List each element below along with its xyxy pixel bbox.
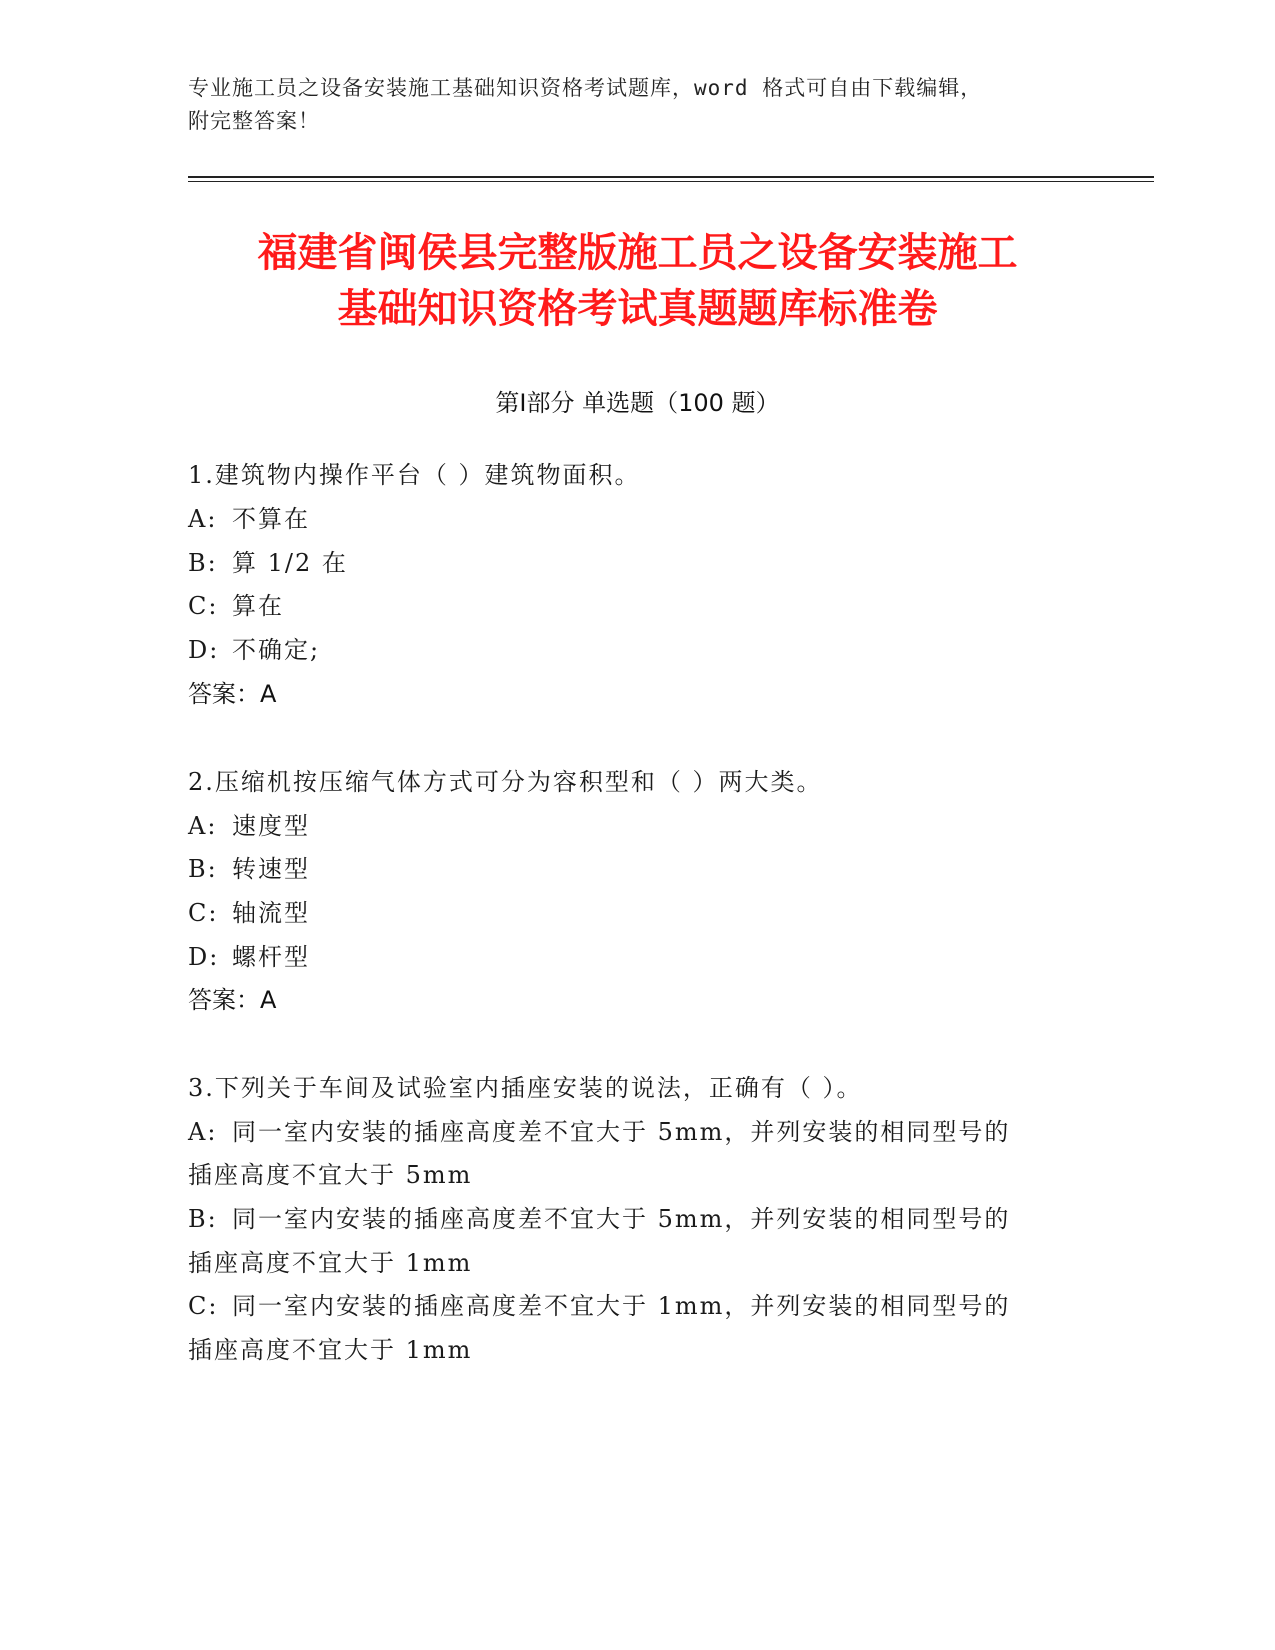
question-2-option-a (188, 809, 310, 843)
option-label: A: (188, 1118, 218, 1146)
option-text: 不确定; (232, 636, 321, 664)
question-2-option-c (188, 896, 310, 930)
header-note-line-1: 专业施工员之设备安装施工基础知识资格考试题库，word 格式可自由下载编辑， (188, 76, 983, 100)
question-3-option-b-continued: 插座高度不宜大于 1mm (188, 1249, 473, 1277)
question-3-option-c-continued: 插座高度不宜大于 1mm (188, 1336, 473, 1364)
option-label: B: (188, 855, 218, 883)
option-text: 算 1/2 在 (232, 549, 348, 577)
option-text: 轴流型 (232, 899, 310, 927)
section-heading: 第Ⅰ部分 单选题（100 题） (495, 389, 780, 417)
option-label: C: (188, 1292, 219, 1320)
header-rule-thin (188, 181, 1154, 182)
question-1-option-d (188, 633, 320, 667)
question-2-option-d (188, 940, 310, 974)
option-text: 不算在 (232, 505, 310, 533)
question-3-option-c (188, 1289, 1010, 1323)
option-text: 同一室内安装的插座高度差不宜大于 5mm，并列安装的相同型号的 (232, 1205, 1011, 1233)
option-text: 同一室内安装的插座高度差不宜大于 1mm，并列安装的相同型号的 (232, 1292, 1011, 1320)
option-text: 算在 (232, 592, 284, 620)
question-1-stem: 1.建筑物内操作平台（ ）建筑物面积。 (188, 461, 641, 489)
option-text: 同一室内安装的插座高度差不宜大于 5mm，并列安装的相同型号的 (232, 1118, 1011, 1146)
question-3-option-a-continued: 插座高度不宜大于 5mm (188, 1161, 473, 1189)
question-1-option-b (188, 546, 348, 580)
question-3-option-a (188, 1115, 1010, 1149)
question-1-option-c (188, 589, 284, 623)
option-label: A: (188, 505, 218, 533)
option-text: 转速型 (232, 855, 310, 883)
option-label: D: (188, 636, 220, 664)
document-title-line-2: 基础知识资格考试真题题库标准卷 (337, 286, 938, 332)
question-1-answer: 答案：A (188, 680, 277, 708)
document-title-line-1: 福建省闽侯县完整版施工员之设备安装施工 (257, 230, 1018, 276)
question-2-answer: 答案：A (188, 986, 277, 1014)
option-text: 螺杆型 (232, 943, 310, 971)
header-note-line-2: 附完整答案！ (188, 109, 320, 133)
header-note (188, 72, 1068, 138)
question-1-option-a (188, 502, 310, 536)
option-label: B: (188, 549, 218, 577)
question-3-stem: 3.下列关于车间及试验室内插座安装的说法，正确有（ ）。 (188, 1074, 863, 1102)
option-label: B: (188, 1205, 218, 1233)
option-label: A: (188, 812, 218, 840)
option-label: C: (188, 592, 219, 620)
option-label: D: (188, 943, 220, 971)
question-2-stem: 2.压缩机按压缩气体方式可分为容积型和（ ）两大类。 (188, 768, 823, 796)
document-title (150, 225, 1125, 337)
question-3-option-b (188, 1202, 1010, 1236)
option-text: 速度型 (232, 812, 310, 840)
header-rule-thick (188, 176, 1154, 178)
option-label: C: (188, 899, 219, 927)
question-2-option-b (188, 852, 310, 886)
